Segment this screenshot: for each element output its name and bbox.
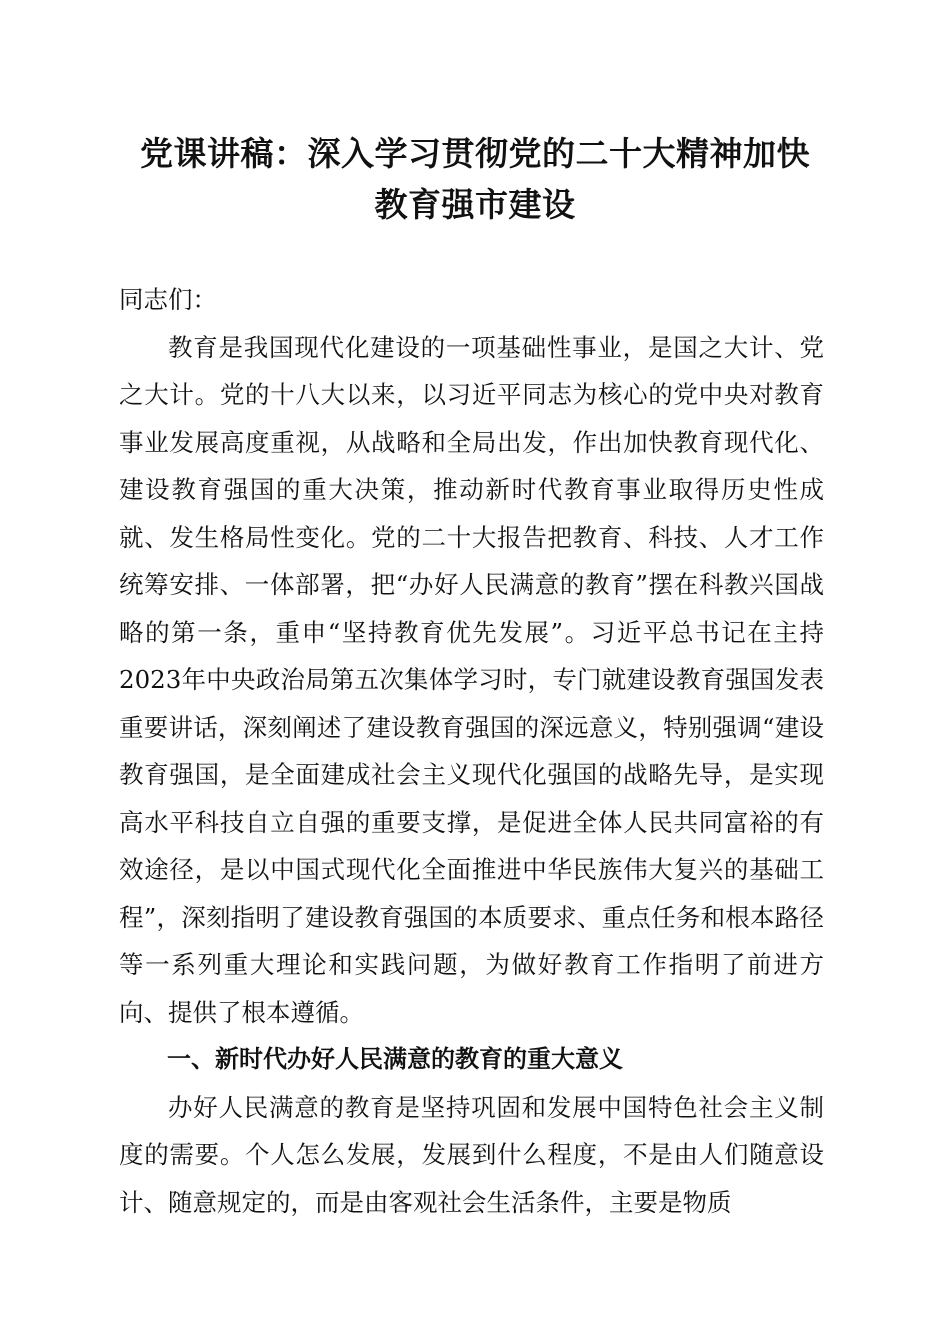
title-line-2: 教育强市建设 <box>374 185 576 224</box>
document-body <box>119 276 824 1226</box>
paragraph-intro: 教育是我国现代化建设的一项基础性事业，是国之大计、党之大计。党的十八大以来，以习近平同志为核心的党中央对教育事业发展高度重视，从战略和全局出发，作出加快教育现代化、建设教育强国的重大决策，推动新时代教育事业取得历史性成就、发生格局性变化。党的二十大报告把教育、科技、人才工作统筹安排、一体部署，把“办好人民满意的教育”摆在科教兴国战略的第一条，重申“坚持教育优先发展”。习近平总书记在主持2023年中央政治局第五次集体学习时，专门就建设教育强国发表重要讲话，深刻阐述了建设教育强国的深远意义，特别强调“建设教育强国，是全面建成社会主义现代化强国的战略先导，是实现高水平科技自立自强的重要支撑，是促进全体人民共同富裕的有效途径，是以中国式现代化全面推进中华民族伟大复兴的基础工程”，深刻指明了建设教育强国的本质要求、重点任务和根本路径等一系列重大理论和实践问题，为做好教育工作指明了前进方向、提供了根本遵循。 <box>119 332 824 1027</box>
salutation: 同志们： <box>119 285 217 314</box>
paragraph-section-1: 办好人民满意的教育是坚持巩固和发展中国特色社会主义制度的需要。个人怎么发展，发展到什么程度，不是由人们随意设计、随意规定的，而是由客观社会生活条件，主要是物质 <box>119 1092 824 1217</box>
section-heading-1: 一、新时代办好人民满意的教育的重大意义 <box>167 1045 623 1073</box>
title-line-1: 党课讲稿：深入学习贯彻党的二十大精神加快 <box>140 134 810 173</box>
document-title <box>100 128 850 230</box>
